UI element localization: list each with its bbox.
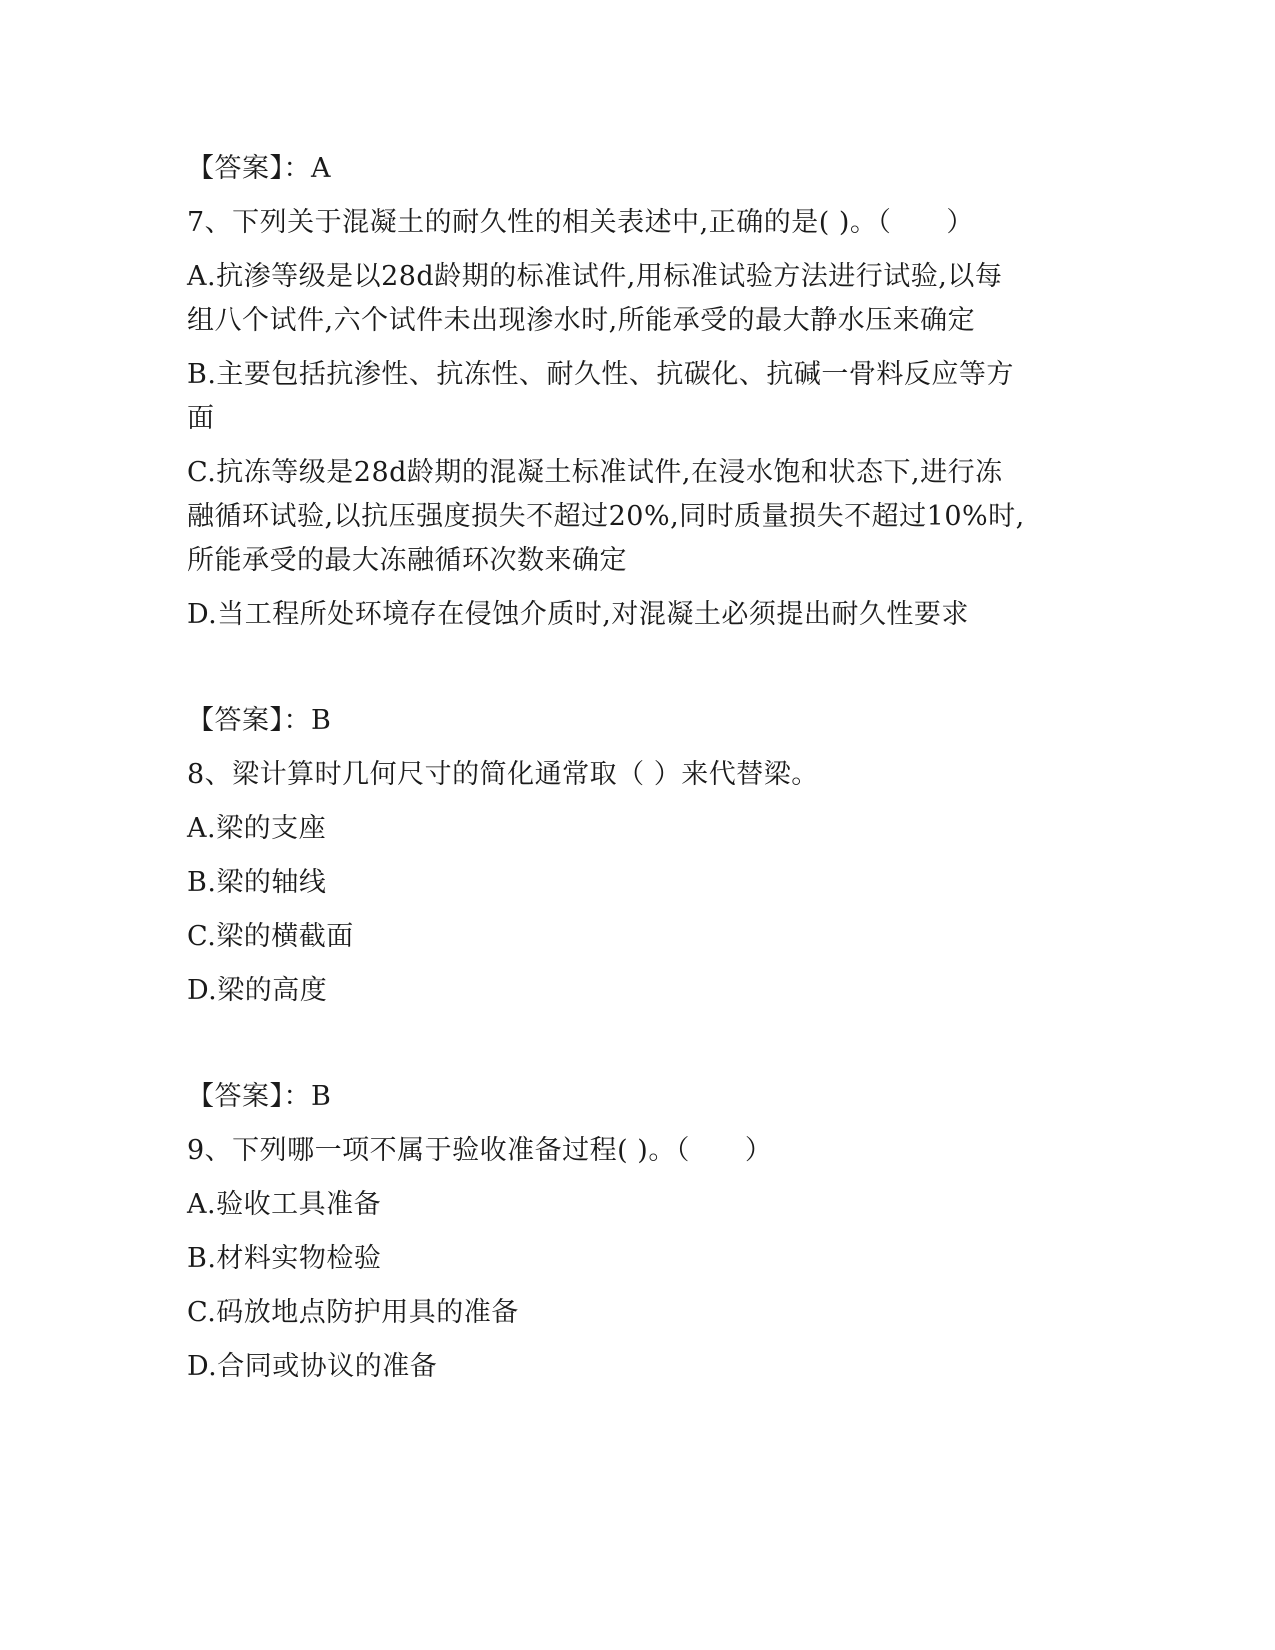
answer-8: 【答案】：B <box>187 1081 332 1112</box>
question-7-option-c-line-3: 所能承受的最大冻融循环次数来确定 <box>187 545 627 576</box>
question-7-stem: 7、下列关于混凝土的耐久性的相关表述中,正确的是( )。（ ） <box>187 207 974 238</box>
question-7-option-d: D.当工程所处环境存在侵蚀介质时,对混凝土必须提出耐久性要求 <box>187 599 969 630</box>
question-8-option-b: B.梁的轴线 <box>187 867 327 898</box>
question-8-stem: 8、梁计算时几何尺寸的简化通常取（ ）来代替梁。 <box>187 759 819 790</box>
question-8-option-d: D.梁的高度 <box>187 975 328 1006</box>
question-7-option-a-line-2: 组八个试件,六个试件未出现渗水时,所能承受的最大静水压来确定 <box>187 305 976 336</box>
question-8-option-a: A.梁的支座 <box>187 813 327 844</box>
question-9-stem: 9、下列哪一项不属于验收准备过程( )。（ ） <box>187 1135 773 1166</box>
question-7-option-c-line-2: 融循环试验,以抗压强度损失不超过20%,同时质量损失不超过10%时, <box>187 501 1025 532</box>
question-9-option-c: C.码放地点防护用具的准备 <box>187 1297 519 1328</box>
question-7-option-b-line-2: 面 <box>187 403 215 434</box>
question-7-option-c-line-1: C.抗冻等级是28d龄期的混凝土标准试件,在浸水饱和状态下,进行冻 <box>187 457 1003 488</box>
question-7-option-a-line-1: A.抗渗等级是以28d龄期的标准试件,用标准试验方法进行试验,以每 <box>187 261 1003 292</box>
question-9-option-b: B.材料实物检验 <box>187 1243 382 1274</box>
answer-6: 【答案】：A <box>187 153 331 184</box>
answer-7: 【答案】：B <box>187 705 332 736</box>
question-7-option-b-line-1: B.主要包括抗渗性、抗冻性、耐久性、抗碳化、抗碱一骨料反应等方 <box>187 359 1014 390</box>
question-9-option-d: D.合同或协议的准备 <box>187 1351 438 1382</box>
question-9-option-a: A.验收工具准备 <box>187 1189 382 1220</box>
question-8-option-c: C.梁的横截面 <box>187 921 354 952</box>
